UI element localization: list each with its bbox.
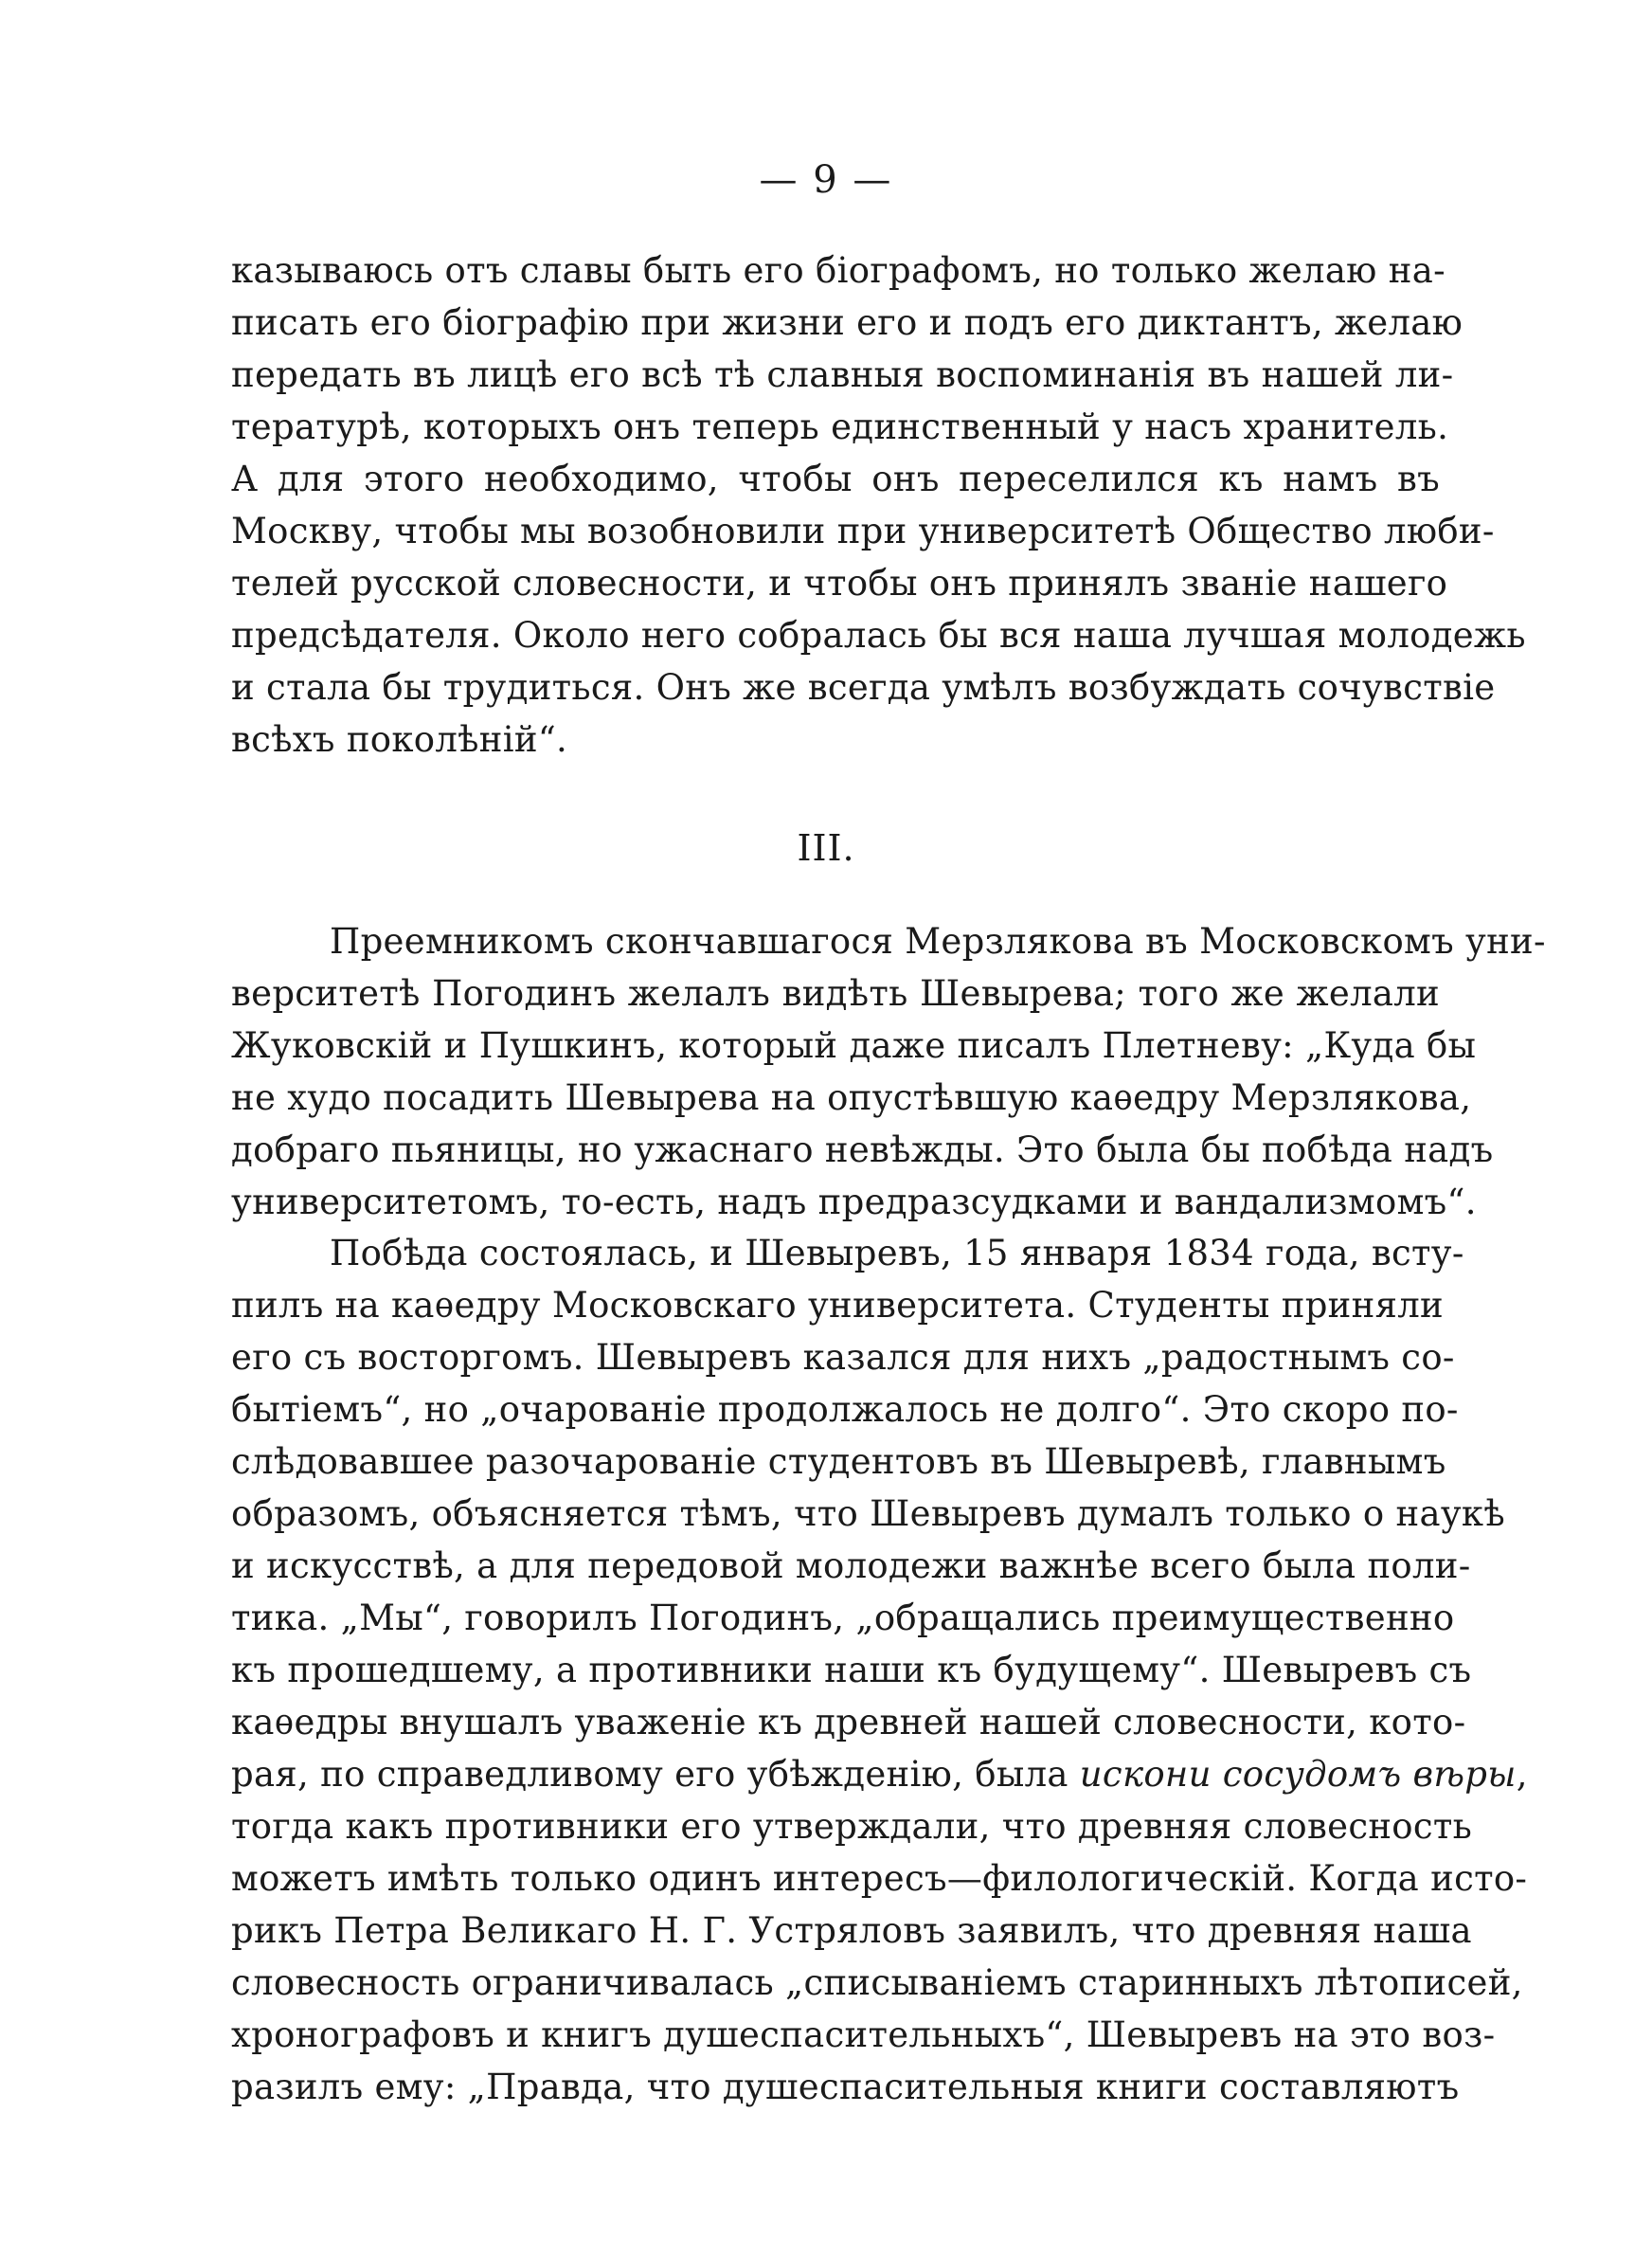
- paragraph: [231, 915, 1546, 1228]
- text-line: каѳедры внушалъ уваженіе къ древней нашей словесности, кото-: [231, 1702, 1466, 1742]
- paragraph: [231, 1227, 1528, 2113]
- text-segment: рая, по справедливому его убѣжденію, была: [231, 1754, 1080, 1795]
- text-line: слѣдовавшее разочарованіе студентовъ въ Шевыревѣ, главнымъ: [231, 1441, 1446, 1482]
- text-line: пилъ на каѳедру Московскаго университета. Студенты приняли: [231, 1285, 1445, 1326]
- text-line: верситетѣ Погодинъ желалъ видѣть Шевырева; того же желали: [231, 973, 1440, 1014]
- text-line: его съ восторгомъ. Шевыревъ казался для нихъ „радостнымъ со-: [231, 1337, 1455, 1378]
- text-line: тогда какъ противники его утверждали, что древняя словесность: [231, 1806, 1473, 1847]
- section-heading: III.: [797, 827, 855, 869]
- text-line: всѣхъ поколѣній“.: [231, 719, 568, 760]
- text-line: разилъ ему: „Правда, что душеспасительныя книги составляютъ: [231, 2067, 1460, 2107]
- text-line: бытіемъ“, но „очарованіе продолжалось не долго“. Это скоро по-: [231, 1389, 1459, 1430]
- text-line: можетъ имѣть только одинъ интересъ—филологическій. Когда исто-: [231, 1858, 1528, 1899]
- text-line: А для этого необходимо, чтобы онъ переселился къ намъ въ: [231, 459, 1440, 499]
- text-line: хронографовъ и книгъ душеспасительныхъ“, Шевыревъ на это воз-: [231, 2014, 1496, 2055]
- text-line: образомъ, объясняется тѣмъ, что Шевыревъ думалъ только о наукѣ: [231, 1493, 1505, 1534]
- text-line: рикъ Петра Великаго Н. Г. Устряловъ заявилъ, что древняя наша: [231, 1910, 1472, 1951]
- text-line: словесность ограничивалась „списываніемъ старинныхъ лѣтописей,: [231, 1962, 1523, 2003]
- text-line: Преемникомъ скончавшагося Мерзлякова въ Московскомъ уни-: [330, 921, 1546, 962]
- page-number: — 9 —: [759, 158, 893, 202]
- text-line: и искусствѣ, а для передовой молодежи важнѣе всего была поли-: [231, 1545, 1471, 1586]
- text-line: университетомъ, то-есть, надъ предразсудками и вандализмомъ“.: [231, 1182, 1477, 1222]
- text-line: тика. „Мы“, говорилъ Погодинъ, „обращались преимущественно: [231, 1598, 1455, 1638]
- text-line: телей русской словесности, и чтобы онъ принялъ званіе нашего: [231, 563, 1448, 604]
- text-line: Москву, чтобы мы возобновили при университетѣ Общество люби-: [231, 511, 1495, 551]
- text-line: и стала бы трудиться. Онъ же всегда умѣлъ возбуждать сочувствіе: [231, 667, 1496, 708]
- text-segment: ,: [1516, 1754, 1528, 1795]
- text-line: писать его біографію при жизни его и подъ его диктантъ, желаю: [231, 302, 1463, 343]
- text-line: не худо посадить Шевырева на опустѣвшую каѳедру Мерзлякова,: [231, 1077, 1472, 1118]
- text-line: тературѣ, которыхъ онъ теперь единственный у насъ хранитель.: [231, 406, 1449, 447]
- text-line-with-italic: [231, 1748, 1528, 1800]
- paragraph-continuation: [231, 244, 1526, 766]
- text-line: казываюсь отъ славы быть его біографомъ, но только желаю на-: [231, 250, 1446, 291]
- italic-phrase: искони сосудомъ вѣры: [1079, 1754, 1517, 1795]
- text-line: предсѣдателя. Около него собралась бы вся наша лучшая молодежь: [231, 615, 1526, 656]
- text-line: Побѣда состоялась, и Шевыревъ, 15 января 1834 года, всту-: [330, 1233, 1464, 1273]
- text-line: передать въ лицѣ его всѣ тѣ славныя воспоминанія въ нашей ли-: [231, 354, 1454, 395]
- text-line: Жуковскій и Пушкинъ, который даже писалъ Плетневу: „Куда бы: [231, 1025, 1477, 1066]
- text-line: добраго пьяницы, но ужаснаго невѣжды. Это была бы побѣда надъ: [231, 1129, 1494, 1170]
- text-line: къ прошедшему, а противники наши къ будущему“. Шевыревъ съ: [231, 1650, 1472, 1690]
